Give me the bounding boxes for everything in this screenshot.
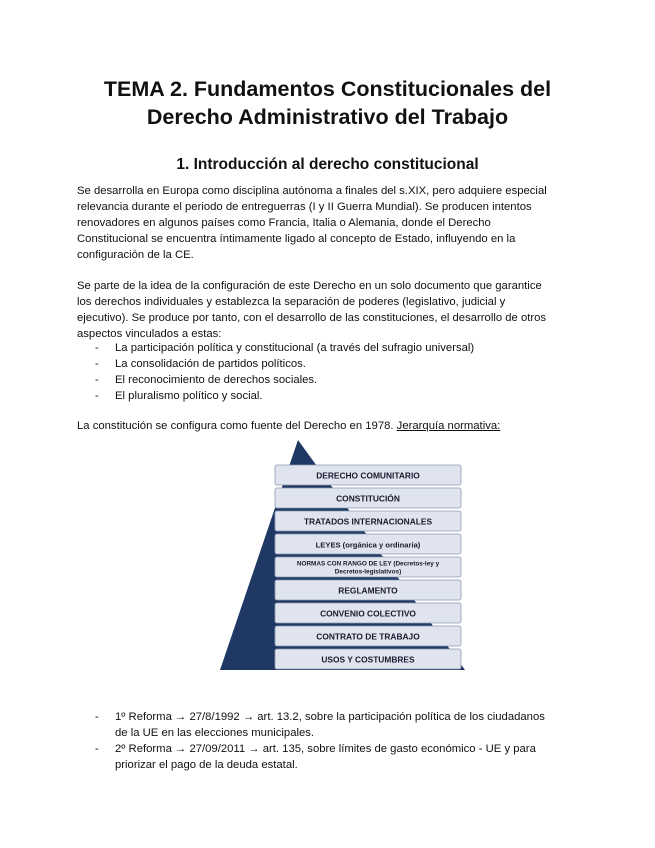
tier-usos [275,465,461,485]
document-title [60,75,595,131]
section-heading: 1. Introducción al derecho constitucional [176,156,479,173]
list-item: - La participación política y constitucional (a través del sufragio universal) [95,340,474,356]
tier-label: CONSTITUCIÓN [336,493,400,504]
tier-label: CONVENIO COLECTIVO [320,608,416,619]
aspects-list [95,340,474,404]
tier-contrato [275,626,461,646]
paragraph-line: Se desarrolla en Europa como disciplina autónoma a finales del s.XIX, pero adquiere especial [77,185,547,197]
list-item [95,741,545,773]
list-item: - La consolidación de partidos políticos. [95,356,474,372]
hierarchy-intro [77,418,577,434]
paragraph-line: relevancia durante el periodo de entreguerras (I y II Guerra Mundial). Se producen intentos [77,201,532,213]
paragraph-line: renovadores en algunos países como Francia, Italia o Alemania, donde el Derecho [77,217,491,229]
paragraph-line: los derechos individuales y establezca la separación de poderes (legislativo, judicial y [77,296,506,308]
hierarchy-intro-text: La constitución se configura como fuente del Derecho en 1978. [77,420,394,432]
paragraph-line: Se parte de la idea de la configuración de este Derecho en un solo documento que garantice [77,280,542,292]
list-item [95,709,545,741]
reforms-list [95,709,545,773]
reform-line: priorizar el pago de la deuda estatal. [115,759,298,771]
tier-label: USOS Y COSTUMBRES [321,654,415,665]
tier-normas-rango-ley [275,557,461,577]
paragraph-line: aspectos vinculados a estas: [77,328,222,340]
tier-label: DERECHO COMUNITARIO [316,470,420,481]
title-line-1: TEMA 2. Fundamentos Constitucionales del [103,77,552,101]
tier-tratados [275,511,461,531]
paragraph-line: configuración de la CE. [77,249,194,261]
tier-label: Decretos-legislativos) [334,568,402,576]
reform-line: - 2º Reforma → 27/09/2011 → art. 135, sobre límites de gasto económico - UE y para [115,743,536,755]
tier-reglamento [275,580,461,600]
tier-label: LEYES (orgánica y ordinaria) [315,540,421,550]
paragraph-line: ejecutivo). Se produce por tanto, con el desarrollo de las constituciones, el desarrollo de otros [77,312,547,324]
tier-label: REGLAMENTO [338,585,398,596]
tier-convenio [275,603,461,623]
hierarchy-link[interactable]: Jerarquía normativa: [396,420,501,432]
paragraph-line: Constitucional se encuentra íntimamente ligado al concepto de Estado, influyendo en la [77,233,516,245]
tier-label: CONTRATO DE TRABAJO [316,631,420,642]
hierarchy-intro-line [77,418,577,434]
tier-label: TRATADOS INTERNACIONALES [303,516,433,527]
tier-leyes [275,534,461,554]
list-item: - El pluralismo político y social. [95,388,474,404]
reform-line: - 1º Reforma → 27/8/1992 → art. 13.2, sobre la participación política de los ciudadanos [115,711,545,723]
list-item: - El reconocimiento de derechos sociales. [95,372,474,388]
constitution-paragraph [77,278,577,342]
tier-constitucion [275,488,461,508]
intro-paragraph [77,183,577,263]
tier-usos-costumbres [275,649,461,669]
title-line-2: Derecho Administrativo del Trabajo [146,105,509,129]
tier-label: NORMAS CON RANGO DE LEY (Decretos-ley y [296,560,440,568]
reform-line: de la UE en las elecciones municipales. [115,727,315,739]
normative-hierarchy-pyramid [220,440,465,670]
